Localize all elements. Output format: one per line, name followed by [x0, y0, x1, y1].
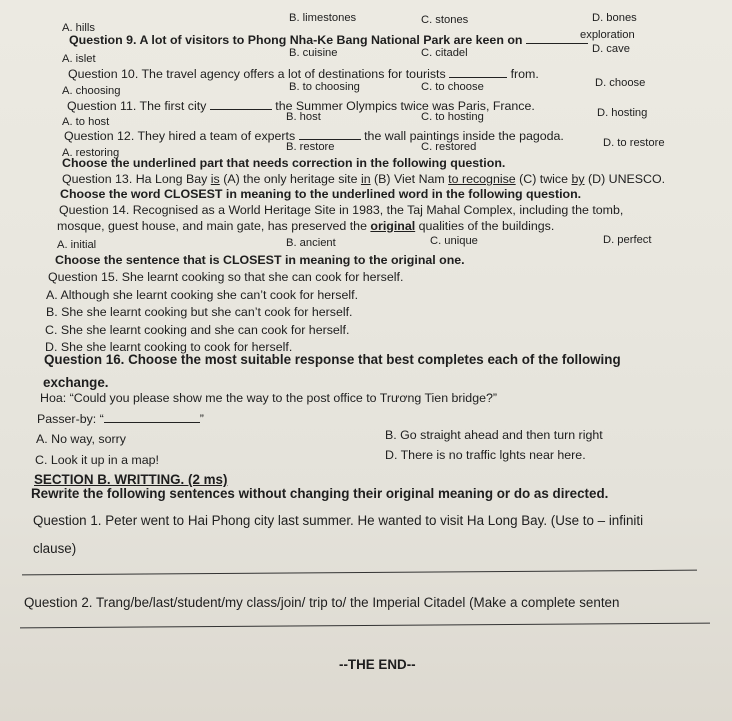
q16-passer-close: ”: [199, 412, 204, 426]
q9-option-a2: A. islet: [62, 53, 96, 65]
q9-option-a: A. hills: [62, 22, 95, 34]
q12-option-d: D. to restore: [603, 137, 665, 149]
instruction-closest-word: Choose the word CLOSEST in meaning to the underlined word in the following question.: [60, 187, 582, 201]
instruction-closest-sentence: Choose the sentence that is CLOSEST in meaning to the original one.: [55, 253, 465, 267]
writing-q2-answer-line: [20, 623, 710, 629]
q15-option-c: C. She she learnt cooking and she can cook for herself.: [45, 323, 350, 337]
q12-text-post: the wall paintings inside the pagoda.: [364, 129, 564, 143]
q14-option-c: C. unique: [430, 235, 478, 247]
writing-q1-answer-line: [22, 570, 697, 576]
q14-option-d: D. perfect: [603, 234, 652, 246]
q11-blank: [210, 108, 272, 110]
q9-question: [69, 34, 588, 46]
q16-option-d: D. There is no traffic lghts near here.: [385, 448, 586, 462]
q9-option-c2: C. citadel: [421, 47, 468, 59]
q13-part-2: (A) the only heritage site: [219, 172, 361, 186]
q14-option-a: A. initial: [57, 239, 97, 251]
writing-q1-line-2: clause): [33, 541, 77, 556]
q15-question: Question 15. She learnt cooking so that she can cook for herself.: [48, 270, 404, 284]
q14-line-2: [57, 220, 554, 232]
q9-option-b: B. limestones: [289, 12, 357, 24]
q10-text: Question 10. The travel agency offers a lot of destinations for tourists: [68, 67, 446, 81]
q10-option-d: D. choose: [595, 77, 646, 89]
q11-option-c: C. to hosting: [421, 111, 484, 123]
q11-option-a: A. to host: [62, 116, 110, 128]
writing-q2-line-1: Question 2. Trang/be/last/student/my class/join/ trip to/ the Imperial Citadel (Make a complete senten: [24, 595, 620, 610]
q10-option-a: A. choosing: [62, 85, 121, 97]
q10-question: [68, 68, 539, 80]
q14-line-2-pre: mosque, guest house, and main gate, has preserved the: [57, 219, 371, 233]
q10-option-b: B. to choosing: [289, 81, 360, 93]
q14-line-1: Question 14. Recognised as a World Heritage Site in 1983, the Taj Mahal Complex, including the tomb,: [59, 203, 624, 217]
q12-text: Question 12. They hired a team of experts: [64, 129, 296, 143]
q16-passer-label: Passer-by: “: [37, 412, 104, 426]
q14-line-2-post: qualities of the buildings.: [415, 219, 555, 233]
q12-option-b: B. restore: [286, 141, 335, 153]
section-b-heading: SECTION B. WRITTING. (2 ms): [34, 472, 228, 487]
q10-blank: [449, 76, 507, 78]
q11-option-b: B. host: [286, 111, 321, 123]
q15-option-a: A. Although she learnt cooking she can’t cook for herself.: [46, 288, 359, 302]
q11-option-d: D. hosting: [597, 107, 648, 119]
q13-underlined-b: in: [360, 172, 371, 186]
q9-blank: [526, 42, 588, 44]
q16-passer-line: [37, 413, 204, 425]
q16-line-2: exchange.: [43, 375, 109, 390]
q12-blank: [299, 138, 361, 140]
q16-line-1: Question 16. Choose the most suitable response that best completes each of the following: [44, 352, 621, 367]
q15-option-d: D. She she learnt cooking to cook for herself.: [45, 340, 293, 354]
q12-option-c: C. restored: [421, 141, 477, 153]
q9-extra: exploration: [580, 29, 635, 41]
q12-option-a: A. restoring: [62, 147, 120, 159]
q13-part-1: Question 13. Ha Long Bay: [62, 172, 211, 186]
q14-underlined-word: original: [370, 219, 416, 233]
q13-question: [62, 173, 665, 185]
q16-blank: [104, 421, 200, 423]
q16-hoa-line: Hoa: “Could you please show me the way to the post office to Trương Tien bridge?”: [40, 391, 497, 405]
q11-text: Question 11. The first city: [67, 99, 207, 113]
writing-q1-line-1: Question 1. Peter went to Hai Phong city last summer. He wanted to visit Ha Long Bay. (Use to – infiniti: [33, 513, 644, 528]
q9-option-d2: D. cave: [592, 43, 630, 55]
q13-underlined-c: to recognise: [448, 172, 516, 186]
the-end: --THE END--: [339, 657, 416, 672]
q9-option-b2: B. cuisine: [289, 47, 338, 59]
q11-text-post: the Summer Olympics twice was Paris, France.: [275, 99, 535, 113]
instruction-rewrite: Rewrite the following sentences without changing their original meaning or do as directed.: [31, 486, 609, 501]
q16-option-b: B. Go straight ahead and then turn right: [385, 428, 603, 442]
q16-option-a: A. No way, sorry: [36, 432, 126, 446]
q15-option-b: B. She she learnt cooking but she can’t cook for herself.: [46, 305, 353, 319]
q10-text-post: from.: [510, 67, 539, 81]
q13-underlined-a: is: [210, 172, 220, 186]
q9-option-c: C. stones: [421, 14, 469, 26]
q10-option-c: C. to choose: [421, 81, 484, 93]
q13-part-4: (C) twice: [515, 172, 572, 186]
q9-option-d: D. bones: [592, 12, 637, 24]
q13-part-3: (B) Viet Nam: [370, 172, 449, 186]
q13-underlined-d: by: [571, 172, 585, 186]
instruction-correction: Choose the underlined part that needs correction in the following question.: [62, 156, 506, 170]
q13-part-5: (D) UNESCO.: [584, 172, 666, 186]
q14-option-b: B. ancient: [286, 237, 336, 249]
q9-text: Question 9. A lot of visitors to Phong Nha-Ke Bang National Park are keen on: [69, 33, 523, 47]
q16-option-c: C. Look it up in a map!: [35, 453, 159, 467]
